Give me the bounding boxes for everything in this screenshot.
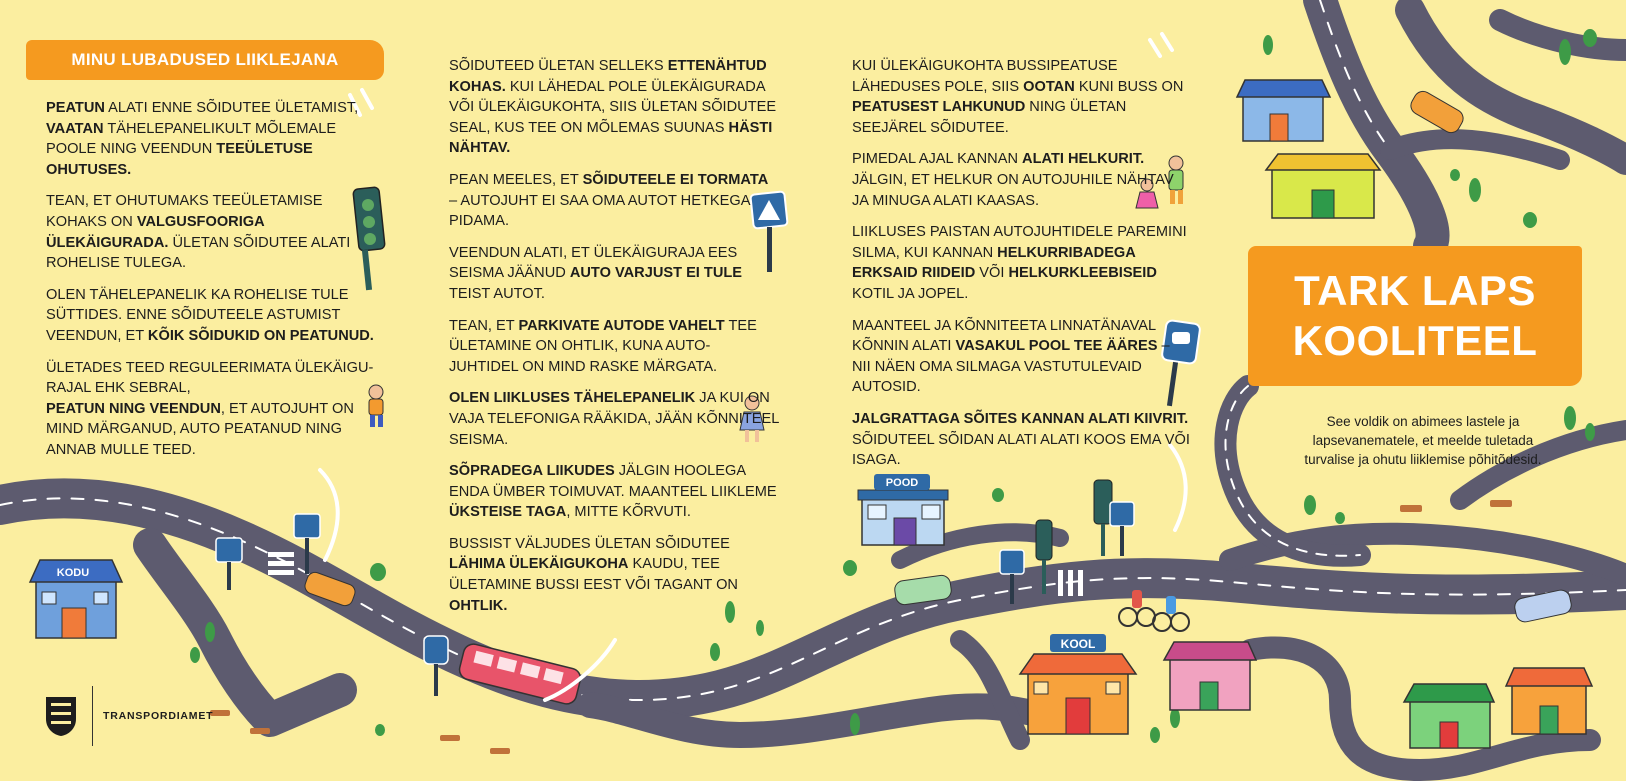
cover-title	[1248, 246, 1582, 386]
promises-column-2	[449, 56, 779, 627]
column3-paragraph-1: KUI ÜLEKÄIGUKOHTA BUSSIPEATUSE LÄHEDUSES POLE, SIIS OOTAN KUNI BUSS ON PEATUSEST LAHKUNUD NING ÜLETAN SEEJÄREL SÕIDUTEE.	[852, 58, 1184, 136]
column2-paragraph-1: SÕIDUTEED ÜLETAN SELLEKS ETTENÄHTUD KOHAS. KUI LÄHEDAL POLE ÜLEKÄIGURADA VÕI ÜLEKÄIGUKOHTA, SIIS ÜLETAN SÕIDUTEE SEAL, KUS TEE ON MÕLEMAS SUUNAS HÄSTI NÄHTAV.	[449, 58, 777, 157]
column1-paragraph-1: PEATUN ALATI ENNE SÕIDUTEE ÜLETAMIST, VAATAN TÄHELEPANELIKULT MÕLEMALE POOLE NING VEENDUN TEEÜLETUSE OHUTUSES.	[46, 100, 359, 178]
promises-column-1	[46, 98, 376, 472]
kodu-house	[30, 560, 122, 638]
kodu-label: KODU	[56, 567, 90, 579]
page-header: MINU LUBADUSED LIIKLEJANA	[26, 40, 384, 80]
promises-column-3	[852, 56, 1192, 482]
column2-paragraph-4: TEAN, ET PARKIVATE AUTODE VAHELT TEE ÜLETAMINE ON OHTLIK, KUNA AUTO-JUHTIDEL ON MIND RASKE MÄRGATA.	[449, 317, 757, 375]
column2-paragraph-6: SÕPRADEGA LIIKUDES JÄLGIN HOOLEGA ENDA ÜMBER TOIMUVAT. MAANTEEL LIIKLEME ÜKSTEISE TAGA, MITTE KÕRVUTI.	[449, 463, 777, 521]
coat-of-arms-icon	[44, 695, 78, 737]
column2-paragraph-2: PEAN MEELES, ET SÕIDUTEELE EI TORMATA – AUTOJUHT EI SAA OMA AUTOT HETKEGA PIDAMA.	[449, 171, 769, 230]
cover-subtitle: See voldik on abimees lastele ja lapsevanematele, et meelde tuletada turvalise ja ohutu liiklemise põhitõdesid.	[1304, 414, 1542, 467]
column3-paragraph-5: JALGRATTAGA SÕITES KANNAN ALATI KIIVRIT. SÕIDUTEEL SÕIDAN ALATI ALATI KOOS EMA VÕI ISAGA.	[852, 410, 1190, 469]
logo-divider	[92, 686, 93, 746]
column1-paragraph-3: OLEN TÄHELEPANELIK KA ROHELISE TULE SÜTTIDES. ENNE SÕIDUTEELE ASTUMIST VEENDUN, ET KÕIK SÕIDUKID ON PEATUNUD.	[46, 286, 374, 344]
column1-paragraph-2: TEAN, ET OHUTUMAKS TEEÜLETAMISE KOHAKS ON VALGUSFOORIGA ÜLEKÄIGURADA. ÜLETAN SÕIDUTEE ALATI ROHELISE TULEGA.	[46, 193, 351, 272]
column2-paragraph-7: BUSSIST VÄLJUDES ÜLETAN SÕIDUTEE LÄHIMA ÜLEKÄIGUKOHA KAUDU, TEE ÜLETAMINE BUSSI EEST VÕI TAGANT ON OHTLIK.	[449, 535, 738, 614]
transpordiamet-logo	[44, 689, 213, 743]
kool-school	[1020, 634, 1136, 734]
kool-label: KOOL	[1060, 637, 1096, 651]
column3-paragraph-3: LIIKLUSES PAISTAN AUTOJUHTIDELE PAREMINI SILMA, KUI KANNAN HELKURRIBADEGA ERKSAID RIIDEID VÕI HELKURKLEEBISEID KOTIL JA JOPEL.	[852, 224, 1187, 302]
orange-car-top	[1408, 88, 1467, 136]
agency-name: TRANSPORDIAMET	[103, 710, 214, 722]
column3-paragraph-4: MAANTEEL JA KÕNNITEETA LINNATÄNAVAL KÕNNIN ALATI VASAKUL POOL TEE ÄÄRES – NII NÄEN OMA SILMAGA VASTUTULEVAID AUTOSID.	[852, 317, 1170, 396]
column2-paragraph-5: OLEN LIIKLUSES TÄHELEPANELIK JA KUI ON VAJA TELEFONIGA RÄÄKIDA, JÄÄN KÕNNITEEL SEISMA.	[449, 390, 779, 448]
column3-paragraph-2: PIMEDAL AJAL KANNAN ALATI HELKURIT. JÄLGIN, ET HELKUR ON AUTOJUHILE NÄHTAV JA MINUGA ALATI KAASAS.	[852, 151, 1174, 209]
cover-title-line-2: KOOLITEEL	[1292, 317, 1538, 364]
cover-title-line-1: TARK LAPS	[1294, 267, 1536, 314]
column1-paragraph-4: ÜLETADES TEED REGULEERIMATA ÜLEKÄIGU-RAJAL EHK SEBRAL, PEATUN NING VEENDUN, ET AUTOJUHT ON MIND MÄRGANUD, AUTO PEATANUD NING ANNAB MULLE TEED.	[46, 359, 374, 458]
pood-label: POOD	[885, 477, 919, 489]
column2-paragraph-3: VEENDUN ALATI, ET ÜLEKÄIGURAJA EES SEISMA JÄÄNUD AUTO VARJUST EI TULE TEIST AUTOT.	[449, 244, 743, 302]
pood-shop	[858, 474, 948, 545]
